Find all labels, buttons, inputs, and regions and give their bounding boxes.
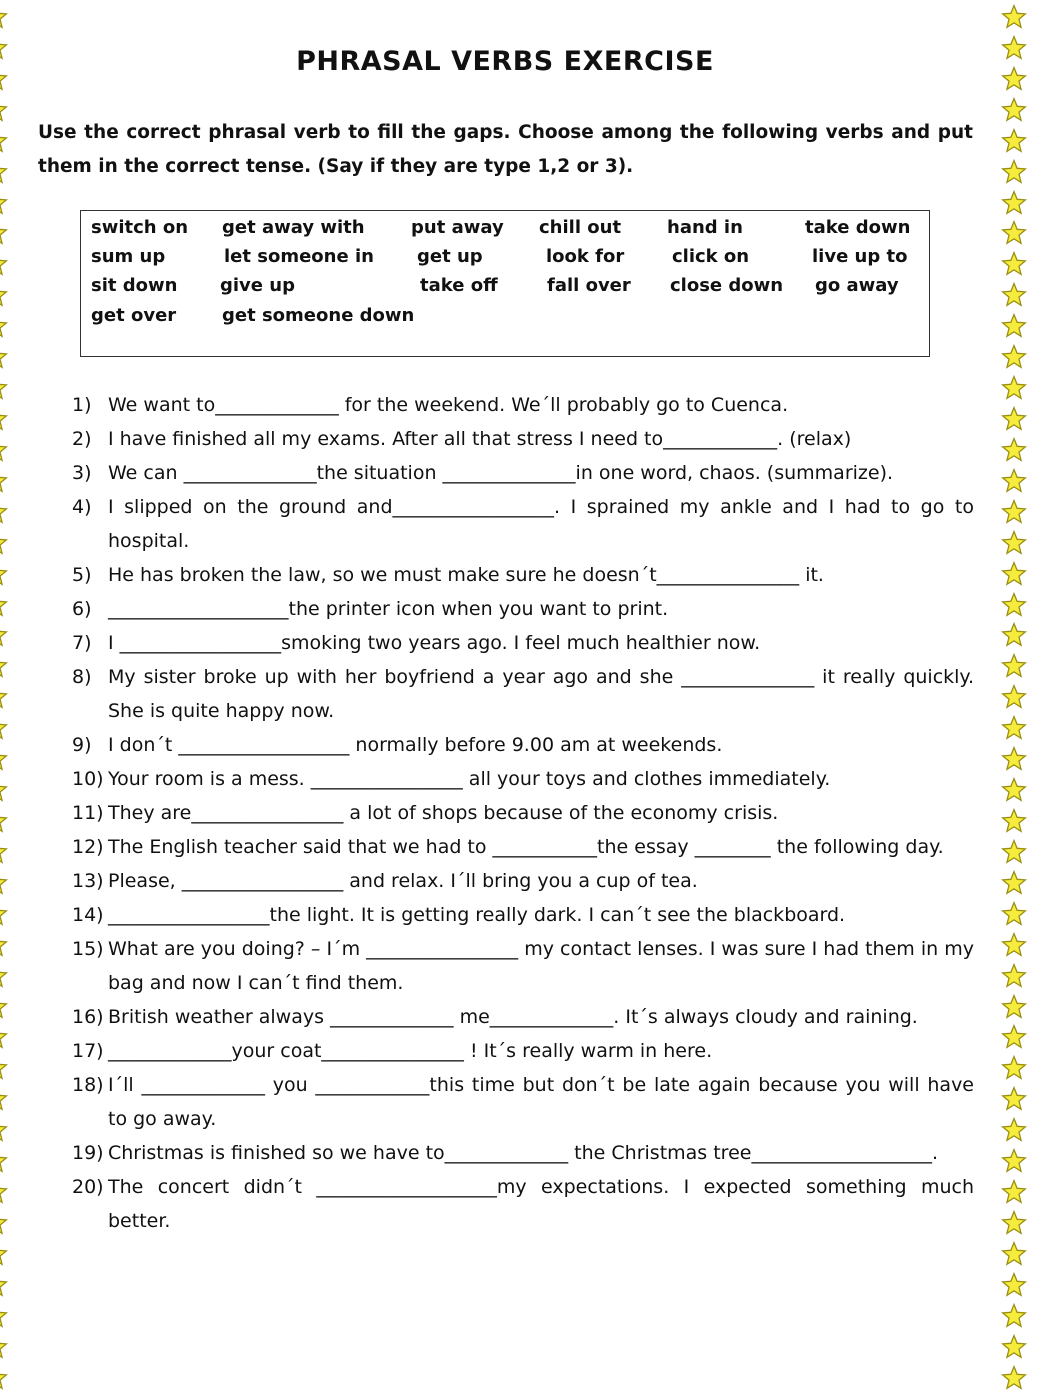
question-item xyxy=(72,660,974,728)
question-item xyxy=(72,830,974,864)
star-icon xyxy=(1001,499,1035,525)
question-item xyxy=(72,1136,974,1170)
verb-item: close down xyxy=(670,275,784,296)
question-item xyxy=(72,796,974,830)
star-icon xyxy=(1001,715,1035,741)
question-number: 16) xyxy=(72,1006,104,1028)
star-icon xyxy=(0,994,16,1020)
star-icon xyxy=(1001,1024,1035,1050)
star-icon xyxy=(1001,561,1035,587)
verb-item: get over xyxy=(91,305,177,326)
star-icon xyxy=(0,499,16,525)
star-icon xyxy=(1001,1055,1035,1081)
star-icon xyxy=(0,1334,16,1360)
star-icon xyxy=(0,406,16,432)
star-icon xyxy=(0,1365,16,1391)
star-icon xyxy=(0,530,16,556)
verb-item: put away xyxy=(411,217,504,238)
star-icon xyxy=(0,715,16,741)
star-icon xyxy=(0,220,16,246)
question-text: What are you doing? – I´m ________________ my contact lenses. I was sure I had them in my bag and now I can´t find them. xyxy=(108,938,974,994)
question-item xyxy=(72,388,974,422)
star-icon xyxy=(0,622,16,648)
question-number: 13) xyxy=(72,870,104,892)
star-icon xyxy=(0,901,16,927)
star-icon xyxy=(0,870,16,896)
verb-item: click on xyxy=(672,246,750,267)
question-text: I slipped on the ground and_________________. I sprained my ankle and I had to go to hospital. xyxy=(108,496,974,552)
star-icon xyxy=(1001,406,1035,432)
star-icon xyxy=(1001,994,1035,1020)
star-icon xyxy=(0,190,16,216)
question-item xyxy=(72,1034,974,1068)
star-icon xyxy=(0,653,16,679)
question-number: 17) xyxy=(72,1040,104,1062)
question-text: He has broken the law, so we must make sure he doesn´t_______________ it. xyxy=(108,564,824,586)
star-icon xyxy=(1001,1303,1035,1329)
star-icon xyxy=(0,344,16,370)
star-icon xyxy=(1001,1086,1035,1112)
verb-item: give up xyxy=(220,275,295,296)
star-icon xyxy=(0,468,16,494)
question-item xyxy=(72,456,974,490)
star-icon xyxy=(0,1055,16,1081)
question-number: 7) xyxy=(72,632,92,654)
star-icon xyxy=(1001,963,1035,989)
star-icon xyxy=(1001,344,1035,370)
question-number: 10) xyxy=(72,768,104,790)
question-text: ___________________the printer icon when you want to print. xyxy=(108,598,669,620)
question-number: 15) xyxy=(72,938,104,960)
star-icon xyxy=(1001,97,1035,123)
star-icon xyxy=(1001,1148,1035,1174)
question-number: 9) xyxy=(72,734,92,756)
question-item xyxy=(72,422,974,456)
star-icon xyxy=(0,1086,16,1112)
star-icon xyxy=(0,282,16,308)
star-icon xyxy=(1001,653,1035,679)
verb-item: sum up xyxy=(91,246,166,267)
star-icon xyxy=(0,777,16,803)
star-icon xyxy=(0,561,16,587)
star-icon xyxy=(1001,313,1035,339)
star-icon xyxy=(1001,1241,1035,1267)
star-icon xyxy=(1001,1334,1035,1360)
question-number: 12) xyxy=(72,836,104,858)
question-number: 3) xyxy=(72,462,92,484)
star-icon xyxy=(0,932,16,958)
question-text: _________________the light. It is getting really dark. I can´t see the blackboard. xyxy=(108,904,846,926)
star-icon xyxy=(0,839,16,865)
verb-item: get someone down xyxy=(222,305,415,326)
star-icon xyxy=(1001,468,1035,494)
star-icon xyxy=(1001,220,1035,246)
question-number: 1) xyxy=(72,394,92,416)
instructions: Use the correct phrasal verb to fill the gaps. Choose among the following verbs and put them in the correct tense. (Say if they are type 1,2 or 3). xyxy=(38,122,973,177)
star-icon xyxy=(0,97,16,123)
star-icon xyxy=(0,684,16,710)
star-icon xyxy=(1001,159,1035,185)
right-star-border xyxy=(1001,0,1035,1395)
star-icon xyxy=(0,1148,16,1174)
question-item xyxy=(72,1068,974,1136)
star-icon xyxy=(1001,932,1035,958)
question-item xyxy=(72,1170,974,1238)
question-number: 2) xyxy=(72,428,92,450)
question-text: Your room is a mess. ________________ all your toys and clothes immediately. xyxy=(108,768,831,790)
star-icon xyxy=(0,251,16,277)
star-icon xyxy=(1001,1117,1035,1143)
question-text: _____________your coat_______________ ! It´s really warm in here. xyxy=(108,1040,713,1062)
question-text: The English teacher said that we had to ___________the essay ________ the following day. xyxy=(108,836,944,858)
verb-item: sit down xyxy=(91,275,178,296)
question-text: Christmas is finished so we have to_____________ the Christmas tree___________________. xyxy=(108,1142,938,1164)
star-icon xyxy=(0,4,16,30)
star-icon xyxy=(1001,839,1035,865)
question-text: I _________________smoking two years ago. I feel much healthier now. xyxy=(108,632,761,654)
question-item xyxy=(72,932,974,1000)
verb-item: go away xyxy=(815,275,899,296)
question-number: 18) xyxy=(72,1074,104,1096)
verb-item: hand in xyxy=(667,217,743,238)
star-icon xyxy=(1001,437,1035,463)
question-number: 20) xyxy=(72,1176,104,1198)
star-icon xyxy=(1001,4,1035,30)
question-text: I have finished all my exams. After all that stress I need to____________. (relax) xyxy=(108,428,852,450)
verb-item: take down xyxy=(805,217,911,238)
verb-item: chill out xyxy=(539,217,622,238)
star-icon xyxy=(1001,128,1035,154)
verb-item: switch on xyxy=(91,217,189,238)
question-text: Please, _________________ and relax. I´ll bring you a cup of tea. xyxy=(108,870,698,892)
verb-item: look for xyxy=(546,246,625,267)
question-number: 14) xyxy=(72,904,104,926)
verb-item: take off xyxy=(420,275,498,296)
star-icon xyxy=(0,1303,16,1329)
question-text: My sister broke up with her boyfriend a year ago and she ______________ it really quickly. She is quite happy now. xyxy=(108,666,974,722)
question-text: The concert didn´t ___________________my expectations. I expected something much better. xyxy=(108,1176,974,1232)
star-icon xyxy=(1001,1365,1035,1391)
star-icon xyxy=(0,963,16,989)
question-text: They are________________ a lot of shops because of the economy crisis. xyxy=(108,802,779,824)
star-icon xyxy=(0,808,16,834)
question-item xyxy=(72,592,974,626)
star-icon xyxy=(0,1210,16,1236)
verb-item: fall over xyxy=(547,275,631,296)
star-icon xyxy=(1001,190,1035,216)
star-icon xyxy=(0,313,16,339)
star-icon xyxy=(1001,282,1035,308)
star-icon xyxy=(1001,808,1035,834)
star-icon xyxy=(1001,530,1035,556)
question-item xyxy=(72,728,974,762)
question-number: 5) xyxy=(72,564,92,586)
question-item xyxy=(72,898,974,932)
verb-item: live up to xyxy=(812,246,908,267)
question-item xyxy=(72,558,974,592)
verb-item: get up xyxy=(417,246,483,267)
star-icon xyxy=(0,1024,16,1050)
star-icon xyxy=(1001,1179,1035,1205)
star-icon xyxy=(1001,622,1035,648)
verb-bank xyxy=(80,210,930,357)
verb-item: get away with xyxy=(222,217,365,238)
star-icon xyxy=(0,1117,16,1143)
star-icon xyxy=(0,1179,16,1205)
question-number: 4) xyxy=(72,496,92,518)
question-item xyxy=(72,490,974,558)
star-icon xyxy=(1001,684,1035,710)
star-icon xyxy=(0,128,16,154)
question-text: We want to_____________ for the weekend. We´ll probably go to Cuenca. xyxy=(108,394,789,416)
question-number: 19) xyxy=(72,1142,104,1164)
left-star-border xyxy=(0,0,16,1395)
star-icon xyxy=(1001,592,1035,618)
question-item xyxy=(72,1000,974,1034)
verb-item: let someone in xyxy=(224,246,374,267)
question-text: I don´t __________________ normally before 9.00 am at weekends. xyxy=(108,734,723,756)
star-icon xyxy=(0,159,16,185)
star-icon xyxy=(1001,375,1035,401)
star-icon xyxy=(0,746,16,772)
star-icon xyxy=(1001,777,1035,803)
question-number: 6) xyxy=(72,598,92,620)
star-icon xyxy=(0,375,16,401)
question-item xyxy=(72,762,974,796)
question-number: 11) xyxy=(72,802,104,824)
question-text: We can ______________the situation ______________in one word, chaos. (summarize). xyxy=(108,462,894,484)
star-icon xyxy=(1001,901,1035,927)
star-icon xyxy=(0,592,16,618)
question-number: 8) xyxy=(72,666,92,688)
star-icon xyxy=(1001,1210,1035,1236)
page-title: PHRASAL VERBS EXERCISE xyxy=(296,46,714,77)
question-text: British weather always _____________ me_____________. It´s always cloudy and raining. xyxy=(108,1006,918,1028)
star-icon xyxy=(0,1241,16,1267)
star-icon xyxy=(1001,870,1035,896)
star-icon xyxy=(0,1272,16,1298)
question-item xyxy=(72,626,974,660)
question-item xyxy=(72,864,974,898)
star-icon xyxy=(1001,251,1035,277)
star-icon xyxy=(1001,1272,1035,1298)
question-text: I´ll _____________ you ____________this time but don´t be late again because you will have to go away. xyxy=(108,1074,974,1130)
question-list xyxy=(72,388,974,1238)
star-icon xyxy=(0,437,16,463)
star-icon xyxy=(1001,746,1035,772)
